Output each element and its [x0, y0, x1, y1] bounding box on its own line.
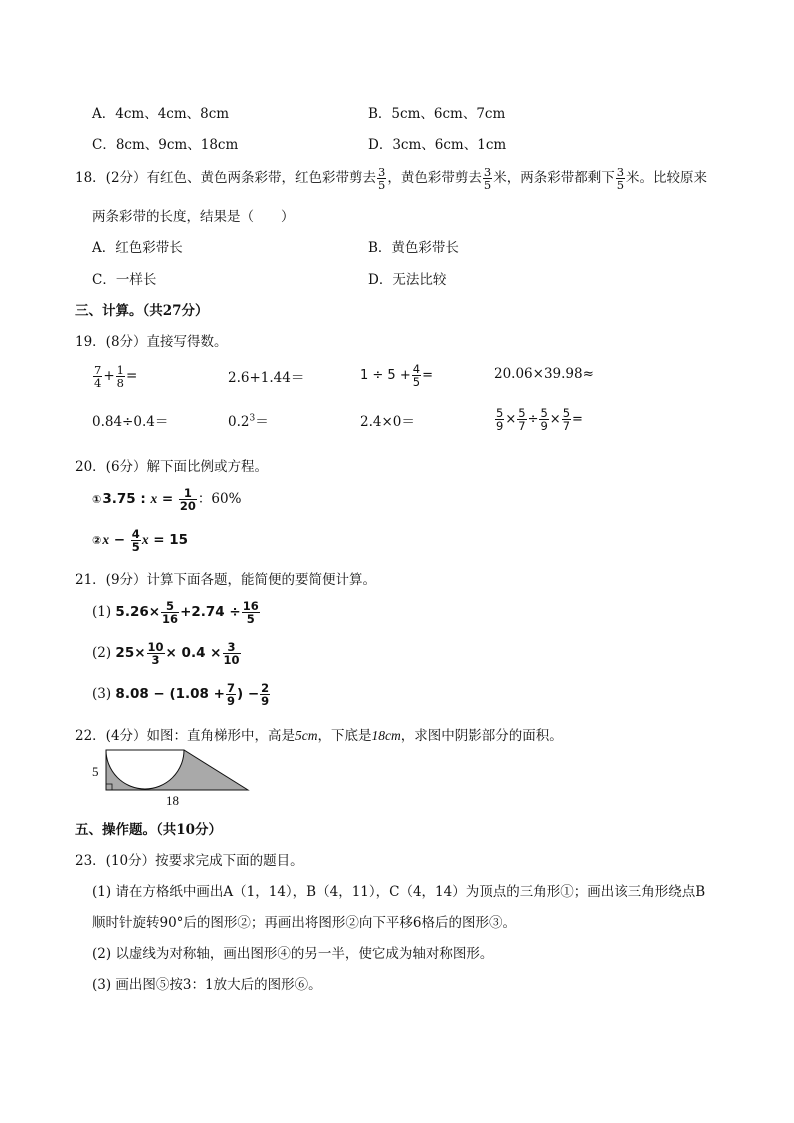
q22-height-value: 5cm	[295, 728, 318, 743]
q18-line2: 两条彩带的长度，结果是（ ）	[92, 209, 295, 225]
q18-option-d: D．无法比较	[368, 272, 447, 288]
operator: −	[109, 532, 130, 548]
q22-text-a: 22．(4分）如图：直角梯形中，高是	[75, 728, 296, 744]
frac-numerator: 1	[116, 362, 124, 377]
expr-text: × 0.4 ×	[165, 645, 222, 661]
frac-numerator: 5	[518, 405, 526, 420]
fraction	[116, 364, 125, 389]
frac-denominator: 5	[378, 178, 386, 192]
fraction	[147, 641, 165, 666]
frac-denominator: 5	[483, 178, 492, 192]
operator: ÷	[527, 412, 539, 427]
item-label: (2)	[92, 645, 112, 661]
q23-title: 23．(10分）按要求完成下面的题目。	[75, 853, 304, 869]
fraction	[562, 407, 571, 432]
frac-denominator: 7	[562, 419, 571, 433]
frac-denominator: 16	[162, 612, 179, 626]
q17-option-b: B．5cm、6cm、7cm	[368, 106, 506, 122]
fraction	[93, 364, 102, 389]
q18-text-prefix: 18．(2分）有红色、黄色两条彩带，红色彩带剪去	[75, 170, 377, 186]
q17-option-d: D．3cm、6cm、1cm	[368, 137, 507, 153]
q19-item-4: 20.06×39.98≈	[494, 366, 594, 382]
frac-numerator: 7	[226, 680, 235, 695]
fraction	[517, 407, 526, 432]
circled-number: ①	[92, 492, 102, 506]
q18-text-mid3: 米。比较原来	[626, 170, 708, 186]
circled-number: ②	[92, 533, 102, 547]
equals-sign: =	[572, 412, 583, 427]
q23-part1-line1: (1) 请在方格纸中画出A（1，14），B（4，11），C（4，14）为顶点的三角形①；画出该三角形绕点B	[92, 884, 706, 900]
q18-text-mid1: ，黄色彩带剪去	[387, 170, 482, 186]
fraction	[616, 166, 625, 191]
q22-question	[75, 724, 563, 744]
fraction	[131, 528, 141, 553]
fraction	[260, 682, 270, 707]
q19-item-2: 2.6+1.44＝	[228, 370, 305, 386]
fraction	[226, 682, 236, 707]
fraction	[377, 166, 386, 191]
frac-numerator: 5	[540, 405, 548, 420]
expr-text: 25×	[115, 645, 146, 661]
expr-text: 5.26×	[115, 604, 161, 620]
frac-denominator: 4	[94, 376, 102, 390]
q19-item-7: 2.4×0＝	[360, 414, 415, 430]
q18-option-c: C．一样长	[92, 272, 157, 288]
frac-numerator: 5	[562, 405, 571, 420]
frac-numerator: 3	[223, 641, 241, 654]
q19-item-3	[360, 358, 433, 394]
q21-title: 21．(9分）计算下面各题，能简便的要简便计算。	[75, 572, 377, 588]
q18-question	[75, 163, 707, 193]
section-3-heading: 三、计算。（共27分）	[75, 303, 209, 319]
operator: +	[103, 368, 115, 384]
operator: ×	[505, 412, 517, 427]
frac-denominator: 7	[518, 419, 526, 433]
frac-numerator: 4	[412, 361, 421, 376]
fraction	[242, 600, 260, 625]
label-height: 5	[92, 764, 99, 779]
fraction	[161, 600, 179, 625]
frac-numerator: 5	[496, 405, 504, 420]
variable: x	[102, 532, 110, 547]
frac-numerator: 4	[131, 526, 140, 541]
q21-expr-2	[92, 635, 242, 671]
q17-option-c: C．8cm、9cm、18cm	[92, 137, 239, 153]
q19-item-6	[228, 410, 269, 430]
q22-base-value: 18cm	[371, 728, 401, 743]
q19-title: 19．(8分）直接写得数。	[75, 334, 228, 350]
frac-denominator: 8	[116, 376, 124, 390]
fraction	[223, 641, 241, 666]
frac-denominator: 5	[616, 178, 625, 192]
frac-numerator: 16	[242, 598, 259, 613]
item-label: (3)	[92, 686, 112, 702]
q20-equation-2	[92, 523, 188, 557]
expr-text: 8.08 − (1.08 +	[115, 686, 225, 702]
label-base: 18	[166, 793, 179, 808]
fraction	[539, 407, 548, 432]
equals-sign: =	[125, 368, 138, 384]
expr-text: ：60%	[197, 491, 242, 507]
q22-text-c: ，求图中阴影部分的面积。	[400, 728, 563, 744]
section-5-heading: 五、操作题。（共10分）	[75, 822, 223, 838]
q20-title: 20．(6分）解下面比例或方程。	[75, 459, 269, 475]
expr-text: ) −	[236, 686, 260, 702]
frac-denominator: 20	[179, 499, 196, 513]
q21-expr-1	[92, 594, 261, 630]
trapezoid-diagram	[88, 748, 258, 808]
variable: x	[150, 491, 158, 506]
operator: ×	[549, 412, 561, 427]
frac-numerator: 3	[483, 164, 492, 179]
frac-denominator: 5	[131, 540, 140, 554]
frac-denominator: 9	[496, 419, 504, 433]
fraction	[483, 166, 492, 191]
q23-part1-line2: 顺时针旋转90°后的图形②；再画出将图形②向下平移6格后的图形③。	[92, 915, 517, 931]
fraction	[179, 487, 197, 512]
expr-text: = 15	[148, 532, 189, 548]
q21-expr-3	[92, 676, 271, 712]
equals-sign: ＝	[255, 414, 269, 430]
frac-numerator: 10	[147, 639, 164, 654]
frac-denominator: 3	[151, 653, 160, 667]
variable: x	[141, 532, 149, 547]
frac-denominator: 5	[412, 375, 421, 389]
equals-sign: =	[157, 491, 178, 507]
frac-denominator: 5	[246, 612, 255, 626]
q19-item-8	[494, 402, 583, 438]
frac-numerator: 1	[179, 487, 197, 500]
q23-part2: (2) 以虚线为对称轴，画出图形④的另一半，使它成为轴对称图形。	[92, 946, 494, 962]
q18-option-b: B．黄色彩带长	[368, 240, 459, 256]
frac-denominator: 9	[540, 419, 548, 433]
q20-equation-1	[92, 482, 241, 516]
frac-denominator: 10	[223, 653, 240, 667]
equals-sign: =	[422, 368, 433, 383]
frac-denominator: 9	[226, 694, 235, 708]
exponent: 3	[249, 413, 256, 424]
q17-option-a: A．4cm、4cm、8cm	[92, 106, 230, 122]
q22-text-b: ，下底是	[317, 728, 372, 744]
q19-item-5: 0.84÷0.4＝	[92, 414, 169, 430]
item-label: (1)	[92, 604, 112, 620]
frac-numerator: 3	[378, 164, 386, 179]
q18-option-a: A．红色彩带长	[92, 240, 183, 256]
expr-text: +2.74 ÷	[180, 604, 241, 620]
q18-text-mid2: 米，两条彩带都剩下	[493, 170, 615, 186]
q19-item-1	[92, 358, 137, 394]
frac-numerator: 7	[94, 362, 102, 377]
fraction	[412, 363, 421, 388]
expr-text: 3.75 :	[102, 491, 151, 507]
fraction	[495, 407, 504, 432]
base: 0.2	[228, 414, 250, 430]
frac-numerator: 3	[616, 164, 625, 179]
q23-part3: (3) 画出图⑤按3：1放大后的图形⑥。	[92, 977, 322, 993]
frac-denominator: 9	[261, 694, 270, 708]
expr-text: 1 ÷ 5 +	[360, 368, 411, 383]
frac-numerator: 2	[261, 680, 270, 695]
frac-numerator: 5	[161, 600, 179, 613]
